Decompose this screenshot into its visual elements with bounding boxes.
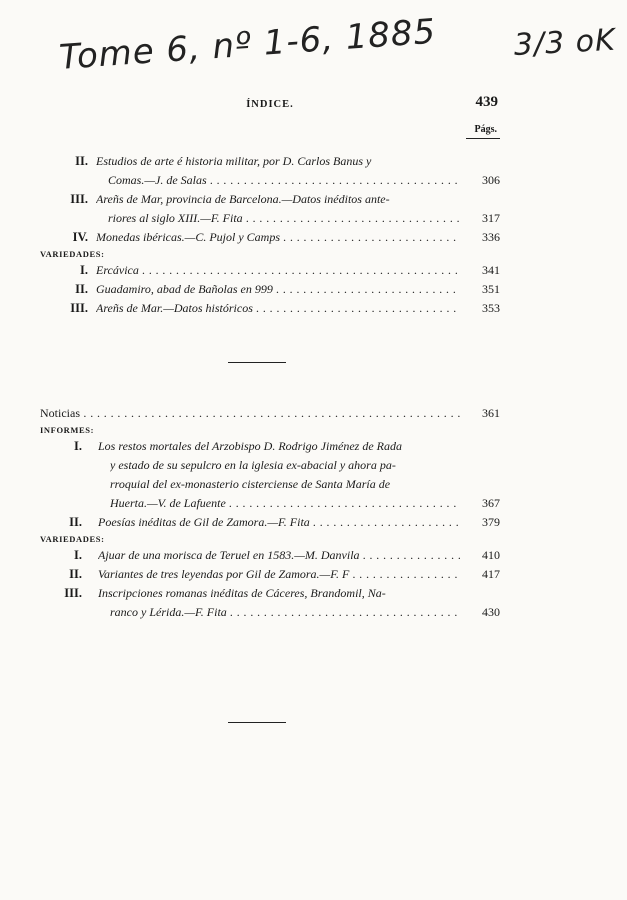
entry-number: II.: [75, 282, 88, 296]
toc-entry-noticias: [40, 404, 500, 423]
toc-entry-cont: [40, 494, 500, 513]
entry-number: II.: [75, 154, 88, 168]
entry-title-line: Noticias . . .: [40, 404, 460, 423]
entry-number: I.: [74, 439, 82, 453]
entry-page: 361: [482, 406, 500, 420]
entry-number: I.: [80, 263, 88, 277]
entry-page: 306: [482, 173, 500, 187]
entry-number: II.: [69, 515, 82, 529]
entry-title-line: Guadamiro, abad de Bañolas en 999 . . .: [96, 280, 460, 299]
entry-page: 430: [482, 605, 500, 619]
page-title: ÍNDICE.: [246, 99, 294, 110]
toc-entry-cont: [40, 209, 500, 228]
entry-title-line: Comas.—J. de Salas . . .: [108, 171, 460, 190]
toc-entry-cont: [40, 475, 500, 494]
entry-title-line: ranco y Lérida.—F. Fita . . .: [110, 603, 460, 622]
entry-title-line: Estudios de arte é historia militar, por D. Carlos Banus y: [96, 154, 372, 168]
entry-title-line: rroquial del ex-monasterio cisterciense de Santa María de: [110, 477, 391, 491]
page-header: [40, 94, 500, 114]
toc-entry: [40, 299, 500, 318]
entry-page: 353: [482, 301, 500, 315]
toc-entry-cont: [40, 603, 500, 622]
section-divider: [228, 722, 286, 723]
entry-page: 410: [482, 548, 500, 562]
entry-number: I.: [74, 548, 82, 562]
entry-title-line: riores al siglo XIII.—F. Fita . . .: [108, 209, 460, 228]
toc-entry: [40, 565, 500, 584]
toc-entry: [40, 152, 500, 171]
toc-entry: [40, 546, 500, 565]
handwritten-volume-note: Tome 6, nº 1-6, 1885: [58, 11, 438, 78]
toc-entry: [40, 584, 500, 603]
entry-page: 341: [482, 263, 500, 277]
entry-title-line: y estado de su sepulcro en la iglesia ex-abacial y ahora pa-: [110, 458, 396, 472]
section-heading-variedades: VARIEDADES:: [40, 249, 105, 259]
toc-entry-cont: [40, 171, 500, 190]
toc-entry: [40, 437, 500, 456]
toc-section-1: [40, 152, 500, 318]
entry-title-line: Ajuar de una morisca de Teruel en 1583.—M. Danvila . . .: [98, 546, 460, 565]
pages-column-label: Págs.: [474, 124, 497, 135]
entry-page: 351: [482, 282, 500, 296]
pages-label-underline: [466, 138, 500, 139]
page-number: 439: [475, 94, 498, 110]
entry-title-line: Variantes de tres leyendas por Gil de Zamora.—F. F . . .: [98, 565, 460, 584]
toc-entry: [40, 261, 500, 280]
toc-entry-cont: [40, 456, 500, 475]
entry-number: II.: [69, 567, 82, 581]
entry-number: III.: [70, 192, 88, 206]
entry-title-line: Inscripciones romanas inéditas de Cáceres, Brandomil, Na-: [98, 586, 386, 600]
toc-entry: [40, 228, 500, 247]
section-divider: [228, 362, 286, 363]
entry-title-line: Ercávica . . .: [96, 261, 460, 280]
entry-page: 317: [482, 211, 500, 225]
entry-title-line: Areñs de Mar.—Datos históricos . . .: [96, 299, 460, 318]
toc-entry: [40, 280, 500, 299]
entry-page: 417: [482, 567, 500, 581]
handwritten-check-note: 3/3 oK: [513, 22, 617, 63]
entry-title-line: Monedas ibéricas.—C. Pujol y Camps . . .: [96, 228, 460, 247]
entry-title-line: Los restos mortales del Arzobispo D. Rodrigo Jiménez de Rada: [98, 439, 402, 453]
entry-number: III.: [70, 301, 88, 315]
entry-title-line: Areñs de Mar, provincia de Barcelona.—Datos inéditos ante-: [96, 192, 390, 206]
section-heading-informes: INFORMES:: [40, 425, 95, 435]
entry-page: 336: [482, 230, 500, 244]
entry-page: 367: [482, 496, 500, 510]
entry-number: IV.: [72, 230, 88, 244]
entry-title-line: Huerta.—V. de Lafuente . . .: [110, 494, 460, 513]
entry-title-line: Poesías inéditas de Gil de Zamora.—F. Fita . . .: [98, 513, 460, 532]
entry-page: 379: [482, 515, 500, 529]
section-heading-variedades: VARIEDADES:: [40, 534, 105, 544]
toc-entry: [40, 513, 500, 532]
toc-section-2: [40, 404, 500, 622]
toc-entry: [40, 190, 500, 209]
entry-number: III.: [64, 586, 82, 600]
